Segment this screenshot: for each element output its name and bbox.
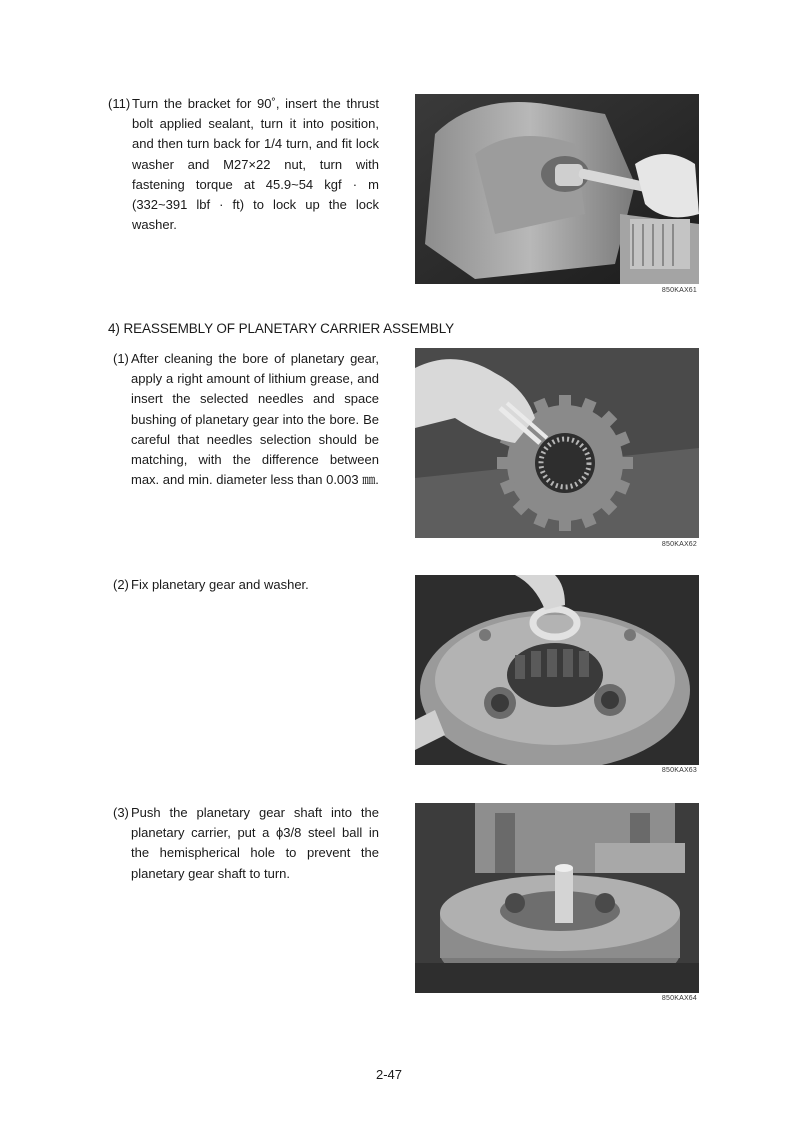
figure-caption: 850KAX61 <box>661 287 697 294</box>
step-text: Push the planetary gear shaft into the planetary carrier, put a ϕ3/8 steel ball in the hemispherical hole to prevent the planetary gear shaft to turn. <box>131 805 379 881</box>
figure-caption: 850KAX63 <box>661 767 697 774</box>
figure-caption: 850KAX62 <box>661 541 697 548</box>
step-text: Turn the bracket for 90˚, insert the thrust bolt applied sealant, turn it into position, and then turn back for 1/4 turn, and fit lock washer and M27×22 nut, turn with fastening torque at 45.9~54 kgf · m (332~391 lbf · ft) to lock up the lock washer. <box>132 96 379 233</box>
step-text: Fix planetary gear and washer. <box>131 577 309 592</box>
step-text: After cleaning the bore of planetary gear, apply a right amount of lithium grease, and insert the selected needles and space bushing of planetary gear into the bore. Be careful that needles selection should be matching, with the difference between max. and min. diameter less than 0.003 ㎜. <box>131 351 379 488</box>
step-1 <box>113 349 379 490</box>
photo-planetary-gear-needles <box>415 348 699 538</box>
photo-planetary-gear-washer <box>415 575 699 765</box>
page-number: 2-47 <box>376 1067 403 1082</box>
step-2 <box>113 575 379 595</box>
step-number: (1) <box>113 351 129 366</box>
step-number: (11) <box>108 96 131 111</box>
step-number: (3) <box>113 805 129 820</box>
step-11 <box>108 94 379 235</box>
photo-bracket-wrench <box>415 94 699 284</box>
photo-planetary-gear-shaft <box>415 803 699 993</box>
section-heading: 4) REASSEMBLY OF PLANETARY CARRIER ASSEMBLY <box>108 321 455 336</box>
step-number: (2) <box>113 577 129 592</box>
figure-caption: 850KAX64 <box>661 995 697 1002</box>
step-3 <box>113 803 379 884</box>
